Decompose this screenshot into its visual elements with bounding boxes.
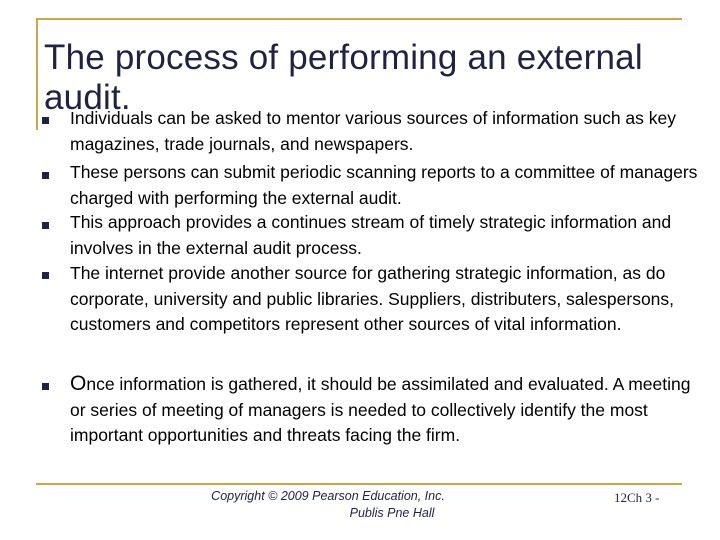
bullet-item — [70, 371, 710, 449]
bullet-item: Individuals can be asked to mentor various sources of information such as key magazines, trade journals, and newspapers. — [70, 108, 677, 154]
footer-copyright — [178, 488, 478, 522]
bullet-marker — [42, 222, 49, 229]
footer-copyright-line1: Copyright © 2009 Pearson Education, Inc. — [211, 489, 445, 503]
bullet-marker — [42, 172, 49, 179]
bullet-item: The internet provide another source for gathering strategic information, as do corporate, university and public libraries. Suppliers, distributers, salespersons, customers and competitors represent other sources of vital information. — [70, 263, 675, 334]
bullet-drop-letter: O — [70, 372, 87, 395]
bullet-marker — [42, 272, 49, 279]
bullet-item-rest: nce information is gathered, it should be assimilated and evaluated. A meeting or series of meeting of managers is needed to collectively identify the most important opportunities and threats facing the firm. — [70, 374, 691, 445]
footer-copyright-line2: Publis Pne Hall — [349, 506, 435, 520]
footer-divider — [36, 483, 682, 485]
slide-title-line1: The process of performing an external — [44, 38, 643, 77]
bullet-marker — [42, 117, 49, 124]
bullet-item: This approach provides a continues stream of timely strategic information and involves in the external audit process. — [70, 212, 672, 258]
page-number: 12Ch 3 - — [614, 490, 660, 505]
bullet-item: These persons can submit periodic scanning reports to a committee of managers charged with performing the external audit. — [70, 162, 698, 208]
slide-title-line2: audit. — [44, 78, 131, 117]
bullet-marker — [42, 383, 49, 390]
